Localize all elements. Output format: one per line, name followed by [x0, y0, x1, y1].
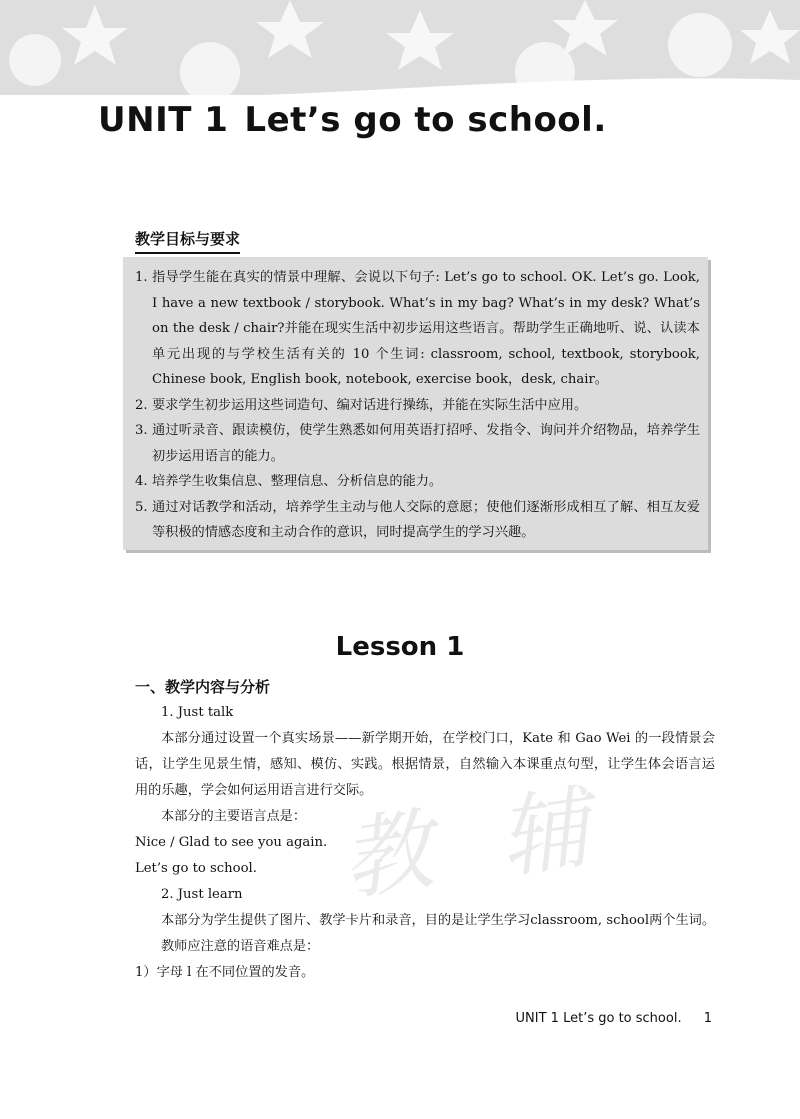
part2-heading: 2. Just learn [161, 887, 243, 902]
star-icon [256, 0, 324, 58]
footer-title: Let’s go to school. [563, 1011, 682, 1026]
goal-item [135, 495, 700, 546]
goal-number: 2. [135, 397, 148, 413]
goal-item [135, 469, 700, 495]
part1-heading: 1. Just talk [161, 705, 234, 720]
header-banner [0, 0, 800, 95]
part1-point: Nice / Glad to see you again. [135, 835, 328, 850]
unit-name: Let’s go to school. [244, 100, 607, 140]
star-icon [740, 10, 800, 64]
lesson-title: Lesson 1 [335, 632, 465, 662]
goal-text: 通过听录音、跟读模仿，使学生熟悉如何用英语打招呼、发指令、询问并介绍物品，培养学生初步运用语言的能力。 [152, 423, 700, 464]
unit-label: UNIT 1 [98, 100, 229, 140]
part2-note: 1）字母 l 在不同位置的发音。 [135, 965, 315, 980]
goals-list [135, 265, 700, 546]
goal-text: 要求学生初步运用这些词造句、编对话进行操练，并能在实际生活中应用。 [152, 397, 588, 413]
stars-decoration [0, 0, 800, 95]
watermark: 教 辅 [335, 772, 616, 915]
goal-item [135, 393, 700, 419]
star-icon [62, 5, 128, 65]
goal-number: 3. [135, 423, 148, 438]
page-number: 1 [703, 1011, 712, 1026]
part2-paragraph: 本部分为学生提供了图片、教学卡片和录音，目的是让学生学习classroom, school两个生词。 [161, 913, 716, 928]
part2-note-intro: 教师应注意的语音难点是： [161, 939, 320, 954]
goal-number: 4. [135, 474, 148, 489]
goal-number: 1. [135, 270, 148, 285]
part1-paragraph: 本部分通过设置一个真实场景——新学期开始，在学校门口，Kate 和 Gao Wei 的一段情景会话，让学生见景生情，感知、模仿、实践。根据情景，自然输入本课重点句型，让学生体会语言运用的乐趣，学会如何运用语言进行交际。 [135, 731, 715, 798]
lesson-content [135, 674, 715, 986]
goal-text: 培养学生收集信息、整理信息、分析信息的能力。 [152, 474, 443, 489]
section-heading: 一、教学内容与分析 [135, 678, 271, 696]
goal-item [135, 418, 700, 469]
goal-text: 指导学生能在真实的情景中理解、会说以下句子: Let’s go to school. OK. Let’s go. Look, I have a new textbook / storybook. What’s in my bag? What’s in my desk? What’s on the desk / chair?并能在现实生活中初步运用这些语言。帮助学生正确地听、说、认读本单元出现的与学校生活有关的 10 个生词: classroom, school, textbook, storybook, Chinese book, English book, notebook, exercise book，desk, chair。 [152, 270, 700, 387]
unit-title [98, 100, 607, 140]
goal-text: 通过对话教学和活动，培养学生主动与他人交际的意愿；使他们逐渐形成相互了解、相互友爱等积极的情感态度和主动合作的意识，同时提高学生的学习兴趣。 [152, 499, 700, 540]
footer-unit: UNIT 1 [515, 1011, 559, 1026]
goals-box [123, 257, 708, 550]
page-footer [516, 1011, 712, 1026]
goal-number: 5. [135, 499, 148, 515]
part1-point: Let’s go to school. [135, 861, 257, 876]
goals-heading: 教学目标与要求 [135, 228, 240, 254]
goal-item [135, 265, 700, 393]
part1-points-intro: 本部分的主要语言点是： [161, 809, 307, 824]
star-icon [386, 10, 454, 70]
